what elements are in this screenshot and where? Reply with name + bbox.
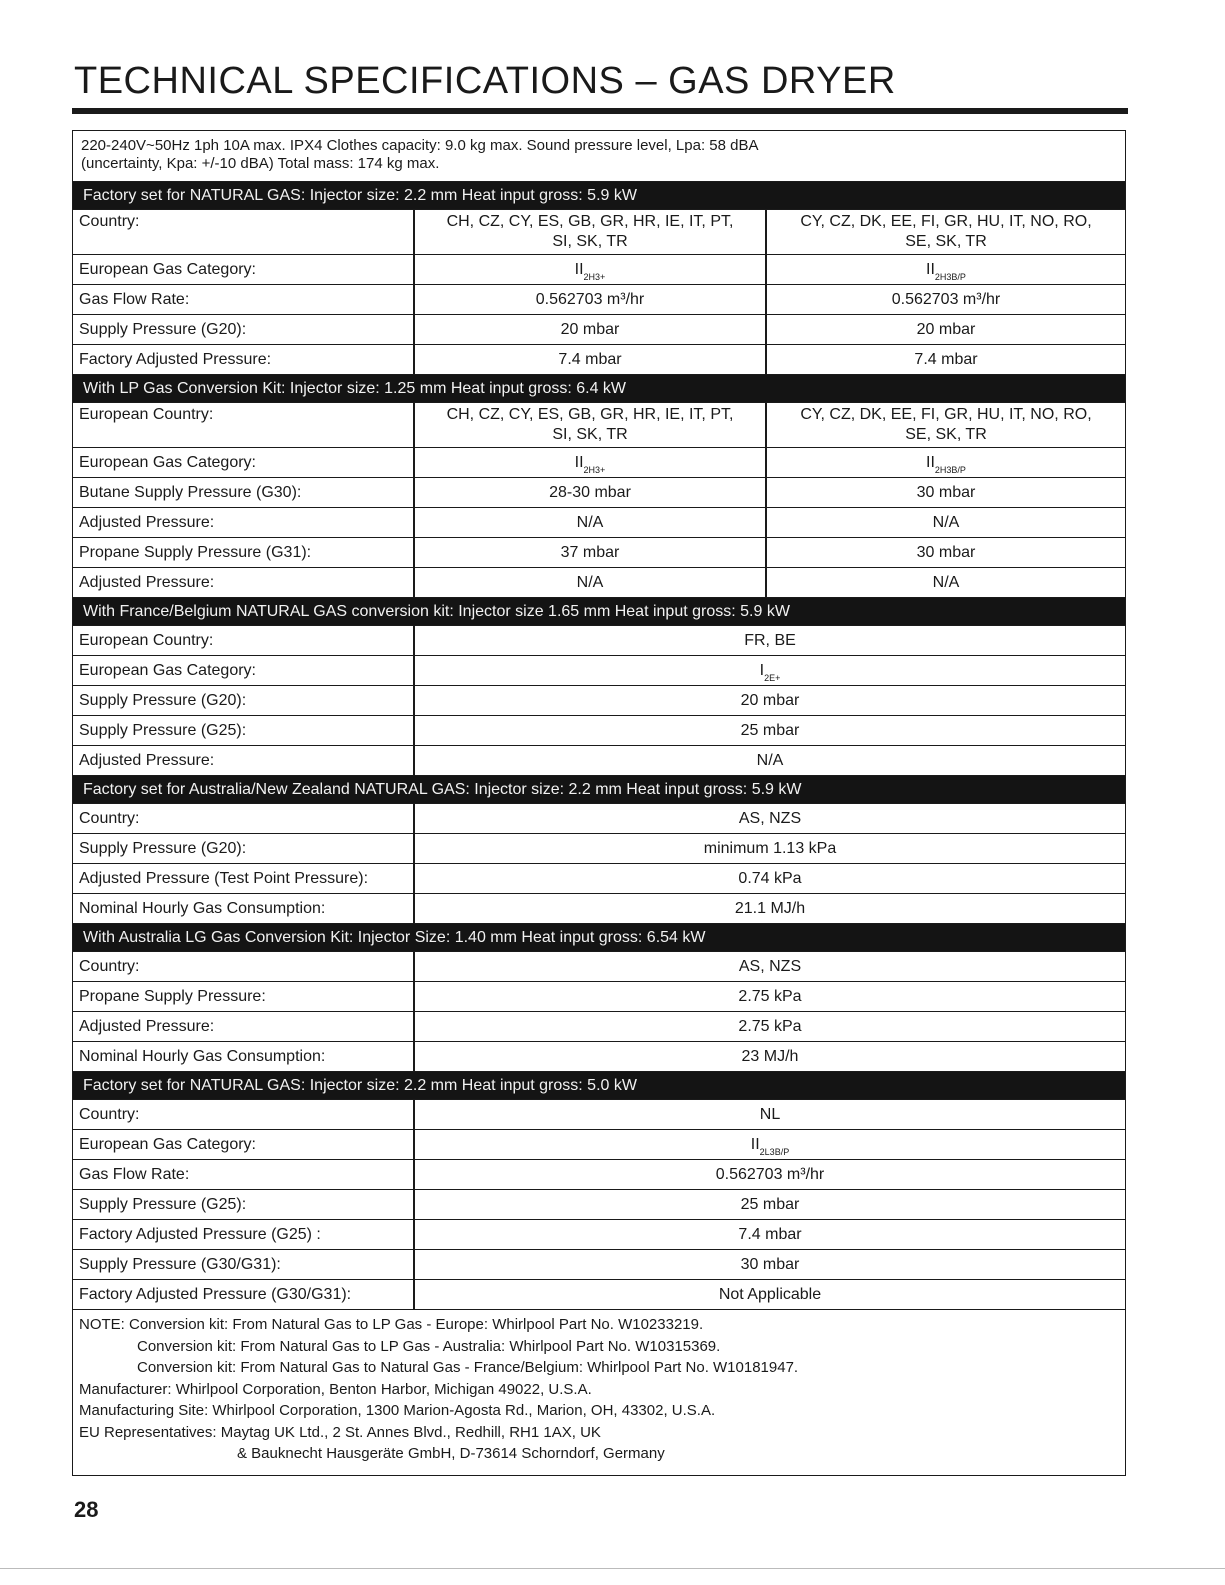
cell-col2 (767, 403, 1125, 447)
row-label: Gas Flow Rate: (73, 1160, 415, 1189)
table-row (73, 1190, 1125, 1220)
gas-category: II (926, 454, 935, 471)
cell-value (415, 656, 1125, 685)
table-row (73, 952, 1125, 982)
table-row (73, 1012, 1125, 1042)
table-row (73, 686, 1125, 716)
row-label: Country: (73, 804, 415, 833)
eu-representatives-line-2: & Bauknecht Hausgeräte GmbH, D-73614 Schorndorf, Germany (237, 1445, 665, 1462)
table-row (73, 1130, 1125, 1160)
table-row (73, 478, 1125, 508)
gas-category: II (574, 261, 584, 278)
row-label: Butane Supply Pressure (G30): (73, 478, 415, 507)
cell-value: 0.562703 m³/hr (715, 1166, 825, 1183)
gas-category: II (926, 261, 935, 278)
table-row (73, 1220, 1125, 1250)
gas-category-sub: 2H3B/P (934, 465, 966, 475)
table-row (73, 864, 1125, 894)
page-title: TECHNICAL SPECIFICATIONS – GAS DRYER (74, 60, 896, 102)
row-label: European Gas Category: (73, 1130, 415, 1159)
row-label: Adjusted Pressure (Test Point Pressure): (73, 864, 415, 893)
row-label: Nominal Hourly Gas Consumption: (73, 1042, 415, 1071)
table-row (73, 1100, 1125, 1130)
manufacturing-site-line: Manufacturing Site: Whirlpool Corporation, 1300 Marion-Agosta Rd., Marion, OH, 43302, U.S.A. (79, 1402, 716, 1419)
cell-col1: 0.562703 m³/hr (415, 285, 767, 314)
manufacturer-line: Manufacturer: Whirlpool Corporation, Benton Harbor, Michigan 49022, U.S.A. (79, 1380, 592, 1398)
cell-line: SI, SK, TR (552, 233, 628, 250)
row-label: Supply Pressure (G20): (73, 315, 415, 344)
row-label: Adjusted Pressure: (73, 568, 415, 597)
cell-value: 20 mbar (740, 692, 800, 709)
table-row (73, 656, 1125, 686)
table-row (73, 448, 1125, 478)
table-row (73, 315, 1125, 345)
cell-value: 0.74 kPa (738, 870, 802, 887)
table-row (73, 345, 1125, 375)
row-label: European Gas Category: (73, 448, 415, 477)
cell-col1: 28-30 mbar (415, 478, 767, 507)
row-label: Country: (73, 210, 415, 254)
row-label: Adjusted Pressure: (73, 1012, 415, 1041)
row-label: Supply Pressure (G30/G31): (73, 1250, 415, 1279)
spec-table (72, 130, 1126, 1476)
cell-line: CH, CZ, CY, ES, GB, GR, HR, IE, IT, PT, (446, 213, 734, 230)
intro-line-1: 220-240V~50Hz 1ph 10A max. IPX4 Clothes capacity: 9.0 kg max. Sound pressure level, Lpa: 58 dBA (81, 137, 759, 154)
cell-col1: 37 mbar (415, 538, 767, 567)
table-row (73, 538, 1125, 568)
row-label: Factory Adjusted Pressure: (73, 345, 415, 374)
row-label: Adjusted Pressure: (73, 746, 415, 775)
section-header: With LP Gas Conversion Kit: Injector size: 1.25 mm Heat input gross: 6.4 kW (73, 375, 1125, 403)
row-label: European Country: (73, 403, 415, 447)
gas-category-sub: 2H3+ (583, 272, 606, 282)
cell-line: CH, CZ, CY, ES, GB, GR, HR, IE, IT, PT, (446, 406, 734, 423)
cell-col2: 30 mbar (916, 484, 976, 501)
gas-category-sub: 2H3+ (583, 465, 606, 475)
cell-value: FR, BE (744, 632, 796, 649)
table-row (73, 255, 1125, 285)
cell-line: CY, CZ, DK, EE, FI, GR, HU, IT, NO, RO, (800, 406, 1092, 423)
cell-value: N/A (756, 752, 784, 769)
row-label: Nominal Hourly Gas Consumption: (73, 894, 415, 923)
table-row (73, 804, 1125, 834)
table-row (73, 1280, 1125, 1310)
cell-value (415, 1130, 1125, 1159)
cell-value: NL (759, 1106, 781, 1123)
section-header: Factory set for Australia/New Zealand NATURAL GAS: Injector size: 2.2 mm Heat input gross: 5.9 kW (73, 776, 1125, 804)
cell-col2 (767, 255, 1125, 284)
table-row (73, 894, 1125, 924)
cell-col2: 30 mbar (916, 544, 976, 561)
note-line: Conversion kit: From Natural Gas to Natural Gas - France/Belgium: Whirlpool Part No. W10181947. (137, 1359, 799, 1376)
gas-category-sub: 2E+ (764, 673, 781, 683)
cell-col1: N/A (415, 508, 767, 537)
cell-value: 25 mbar (740, 1196, 800, 1213)
row-label: European Country: (73, 626, 415, 655)
cell-col1 (415, 403, 767, 447)
row-label: Country: (73, 1100, 415, 1129)
table-row (73, 403, 1125, 448)
page-number: 28 (74, 1497, 99, 1522)
table-row (73, 1160, 1125, 1190)
cell-value: 30 mbar (740, 1256, 800, 1273)
gas-category-sub: 2L3B/P (759, 1147, 790, 1157)
intro-line-2: (uncertainty, Kpa: +/-10 dBA) Total mass: 174 kg max. (81, 155, 440, 172)
gas-category: I (759, 662, 765, 679)
cell-value: 25 mbar (740, 722, 800, 739)
table-row (73, 1250, 1125, 1280)
table-row (73, 746, 1125, 776)
cell-col1: 7.4 mbar (415, 345, 767, 374)
cell-line: SE, SK, TR (905, 233, 987, 250)
cell-col2: N/A (932, 574, 960, 591)
row-label: Factory Adjusted Pressure (G25) : (73, 1220, 415, 1249)
table-row (73, 716, 1125, 746)
section-header: With France/Belgium NATURAL GAS conversion kit: Injector size 1.65 mm Heat input gross: 5.9 kW (73, 598, 1125, 626)
row-label: Supply Pressure (G25): (73, 716, 415, 745)
row-label: Gas Flow Rate: (73, 285, 415, 314)
cell-col1 (415, 210, 767, 254)
cell-col1 (415, 448, 767, 477)
row-label: Factory Adjusted Pressure (G30/G31): (73, 1280, 415, 1309)
notes-block (73, 1310, 1125, 1475)
cell-col2 (767, 210, 1125, 254)
table-row (73, 210, 1125, 255)
cell-col1 (415, 255, 767, 284)
row-label: European Gas Category: (73, 656, 415, 685)
note-line: Conversion kit: From Natural Gas to LP Gas - Australia: Whirlpool Part No. W10315369. (137, 1337, 721, 1355)
cell-col2: 20 mbar (916, 321, 976, 338)
bottom-rule (0, 1568, 1225, 1569)
table-row (73, 1042, 1125, 1072)
row-label: Supply Pressure (G20): (73, 834, 415, 863)
cell-value: 23 MJ/h (741, 1048, 799, 1065)
cell-col2: 0.562703 m³/hr (891, 291, 1001, 308)
cell-value: 7.4 mbar (738, 1226, 802, 1243)
eu-representatives-line: EU Representatives: Maytag UK Ltd., 2 St. Annes Blvd., Redhill, RH1 1AX, UK (79, 1423, 601, 1441)
section-header: Factory set for NATURAL GAS: Injector size: 2.2 mm Heat input gross: 5.0 kW (73, 1072, 1125, 1100)
cell-col1: N/A (415, 568, 767, 597)
table-row (73, 285, 1125, 315)
row-label: Propane Supply Pressure: (73, 982, 415, 1011)
row-label: Propane Supply Pressure (G31): (73, 538, 415, 567)
section-header: With Australia LG Gas Conversion Kit: Injector Size: 1.40 mm Heat input gross: 6.54 kW (73, 924, 1125, 952)
cell-value: 2.75 kPa (738, 988, 802, 1005)
note-line: NOTE: Conversion kit: From Natural Gas to LP Gas - Europe: Whirlpool Part No. W10233219. (79, 1316, 704, 1333)
intro-text (73, 131, 1125, 182)
row-label: Country: (73, 952, 415, 981)
table-row (73, 626, 1125, 656)
cell-line: SE, SK, TR (905, 426, 987, 443)
cell-line: SI, SK, TR (552, 426, 628, 443)
row-label: European Gas Category: (73, 255, 415, 284)
cell-value: 2.75 kPa (738, 1018, 802, 1035)
cell-col2 (767, 448, 1125, 477)
cell-value: AS, NZS (738, 958, 802, 975)
cell-value: minimum 1.13 kPa (703, 840, 837, 857)
section-header: Factory set for NATURAL GAS: Injector size: 2.2 mm Heat input gross: 5.9 kW (73, 182, 1125, 210)
cell-col2: 7.4 mbar (914, 351, 978, 368)
cell-col2: N/A (932, 514, 960, 531)
cell-value: Not Applicable (718, 1286, 822, 1303)
table-row (73, 568, 1125, 598)
cell-value: 21.1 MJ/h (734, 900, 806, 917)
cell-col1: 20 mbar (415, 315, 767, 344)
row-label: Supply Pressure (G25): (73, 1190, 415, 1219)
cell-value: AS, NZS (738, 810, 802, 827)
row-label: Supply Pressure (G20): (73, 686, 415, 715)
title-rule (72, 108, 1128, 114)
gas-category-sub: 2H3B/P (934, 272, 966, 282)
table-row (73, 834, 1125, 864)
cell-line: CY, CZ, DK, EE, FI, GR, HU, IT, NO, RO, (800, 213, 1092, 230)
row-label: Adjusted Pressure: (73, 508, 415, 537)
table-row (73, 982, 1125, 1012)
table-row (73, 508, 1125, 538)
gas-category: II (750, 1136, 760, 1153)
gas-category: II (574, 454, 584, 471)
